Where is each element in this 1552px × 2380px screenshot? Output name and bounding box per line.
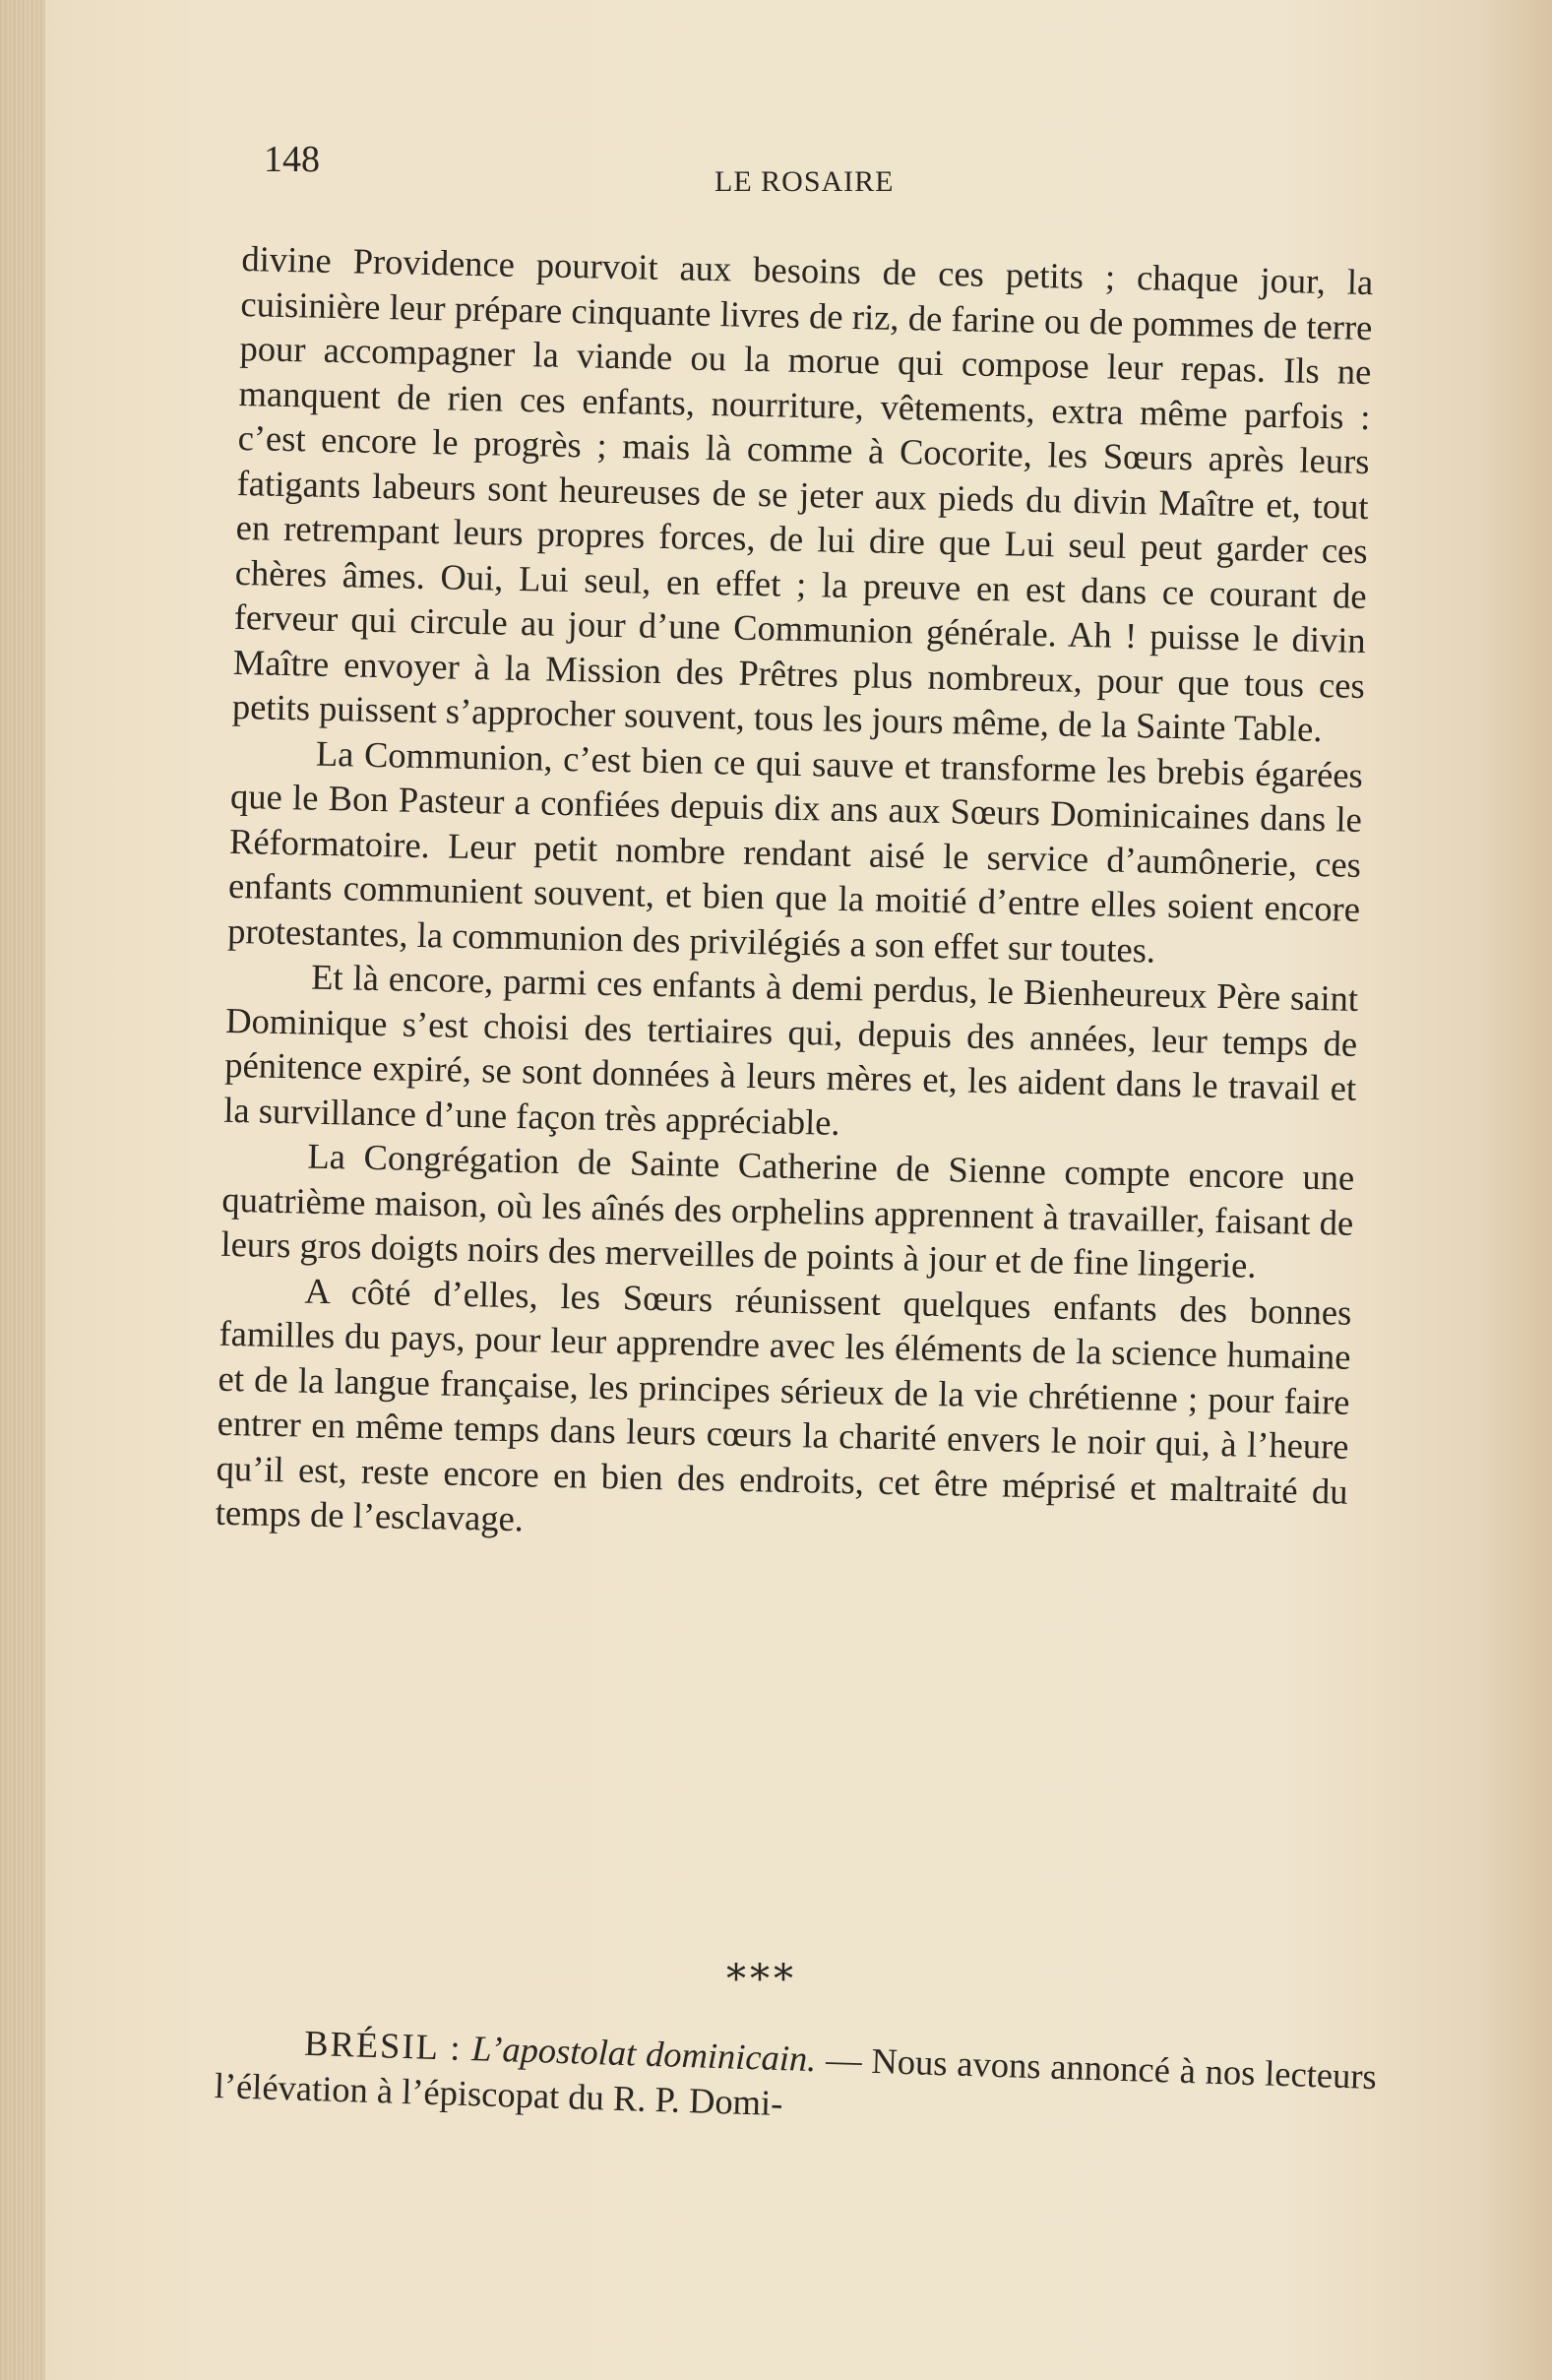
paragraph: divine Providence pourvoit aux besoins de ces petits ; chaque jour, la cuisinière leur prépare cinquante livres de riz, de farine ou de pommes de terre pour accompagner la viande ou la morue qui compose leur repas. Ils ne manquent de rien ces enfants, nourriture, vêtements, extra même parfois : c’est encore le progrès ; mais là comme à Cocorite, les Sœurs après leurs fatigants labeurs sont heureuses de se jeter aux pieds du divin Maître et, tout en retrempant leurs propres forces, de lui dire que Lui seul peut garder ces chères âmes. Oui, Lui seul, en effet ; la preuve en est dans ce courant de ferveur qui circule au jour d’une Communion générale. Ah ! puisse le divin Maître envoyer à la Mission des Prêtres plus nombreux, pour que tous ces petits puissent s’approcher souvent, tous les jours même, de la Sainte Table.: [231, 237, 1374, 750]
body-text: [215, 236, 1373, 1558]
section-subheading: L’apostolat dominicain.: [470, 2028, 818, 2080]
binding-gutter: [0, 0, 45, 2380]
section-bresil: [214, 2018, 1377, 2145]
page-number: 148: [264, 139, 320, 180]
page-header: [264, 138, 1386, 207]
paragraph: A côté d’elles, les Sœurs réunissent quelques enfants des bonnes familles du pays, pour leur apprendre avec les éléments de la science humaine et de la langue française, les principes sérieux de la vie chrétienne ; pour faire entrer en même temps dans leurs cœurs la charité envers le noir qui, à l’heure qu’il est, reste encore en bien des endroits, cet être méprisé et maltraité du temps de l’esclavage.: [215, 1270, 1352, 1539]
paragraph: La Communion, c’est bien ce qui sauve et transforme les brebis égarées que le Bon Pasteur a confiées depuis dix ans aux Sœurs Dominicaines dans le Réformatoire. Leur petit nombre rendant aisé le service d’aumônerie, ces enfants communient souvent, et bien que la moitié d’entre elles soient encore protestantes, la communion des privilégiés a son effet sur toutes.: [226, 732, 1364, 971]
paragraph: La Congrégation de Sainte Catherine de Sienne compte encore une quatrième maison, où les aînés des orphelins apprennent à travailler, faisant de leurs gros doigts noirs des merveilles de points à jour et de fine lingerie.: [220, 1135, 1355, 1285]
running-head: LE ROSAIRE: [714, 165, 895, 198]
section-text: — Nous avons annoncé à nos lecteurs l’élévation à l’épiscopat du R. P. Domi-: [214, 2038, 1378, 2124]
section-heading: BRÉSIL :: [303, 2022, 464, 2068]
paragraph: Et là encore, parmi ces enfants à demi perdus, le Bienheureux Père saint Dominique s’est choisi des tertiaires qui, depuis des années, leur temps de pénitence expiré, se sont données à leurs mères et, les aident dans le travail et la survillance d’une façon très appréciable.: [222, 956, 1359, 1143]
section-separator: ***: [726, 1957, 797, 2002]
